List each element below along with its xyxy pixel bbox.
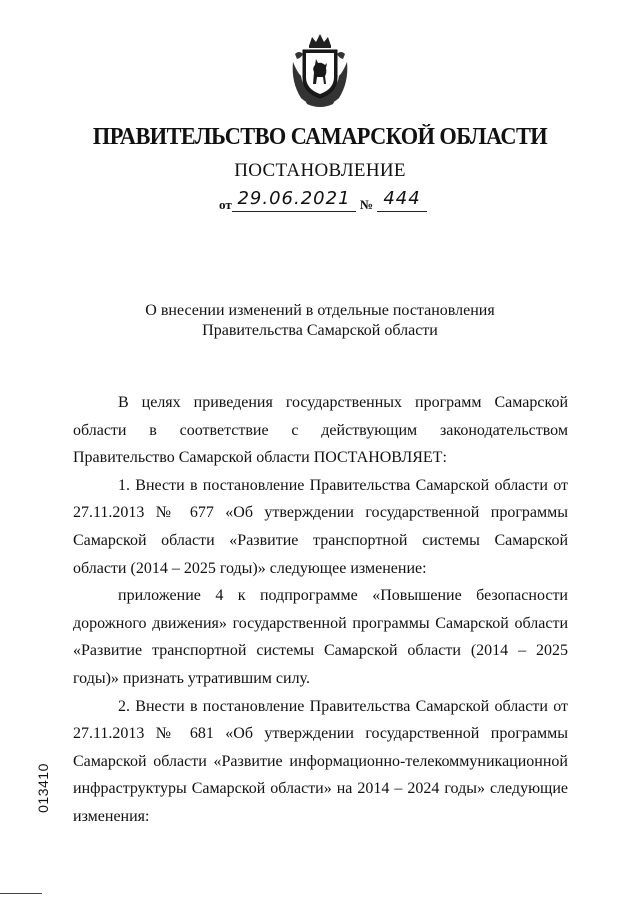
document-type: ПОСТАНОВЛЕНИЕ [234,160,406,181]
coat-of-arms-icon [289,32,351,108]
scan-edge-mark [0,893,42,894]
body-paragraph: 2. Внести в постановление Правительства Самарской области от 27.11.2013 № 681 «Об утверждении государственной программы Самарской области «Развитие информационно-телекоммуникационной инфраструктуры Самарской области» на 2014 – 2024 годы» следующие изменения: [73,697,568,825]
document-number: 444 [377,188,427,212]
margin-registration-code: 013410 [35,763,51,813]
heading-line-1: О внесении изменений в отдельные постановления [145,302,495,319]
body-paragraph: В целях приведения государственных программ Самарской области в соответствие с действующим законодательством Правительство Самарской области ПОСТАНОВЛЯЕТ: [73,394,568,467]
document-heading [0,301,640,341]
date-prefix-label: от [219,197,232,212]
document-date: 29.06.2021 [232,188,356,212]
number-prefix-label: № [360,197,374,212]
document-body [73,389,568,831]
body-paragraph: приложение 4 к подпрограмме «Повышение безопасности дорожного движения» государственной программы Самарской области «Развитие транспортной системы Самарской области (2014 – 2025 годы)» признать утратившим силу. [73,587,568,687]
heading-line-2: Правительства Самарской области [202,322,438,339]
government-title: ПРАВИТЕЛЬСТВО САМАРСКОЙ ОБЛАСТИ [92,124,548,150]
body-paragraph: 1. Внести в постановление Правительства Самарской области от 27.11.2013 № 677 «Об утверждении государственной программы Самарской области «Развитие транспортной системы Самарской области (2014 – 2025 годы)» следующее изменение: [73,476,568,577]
